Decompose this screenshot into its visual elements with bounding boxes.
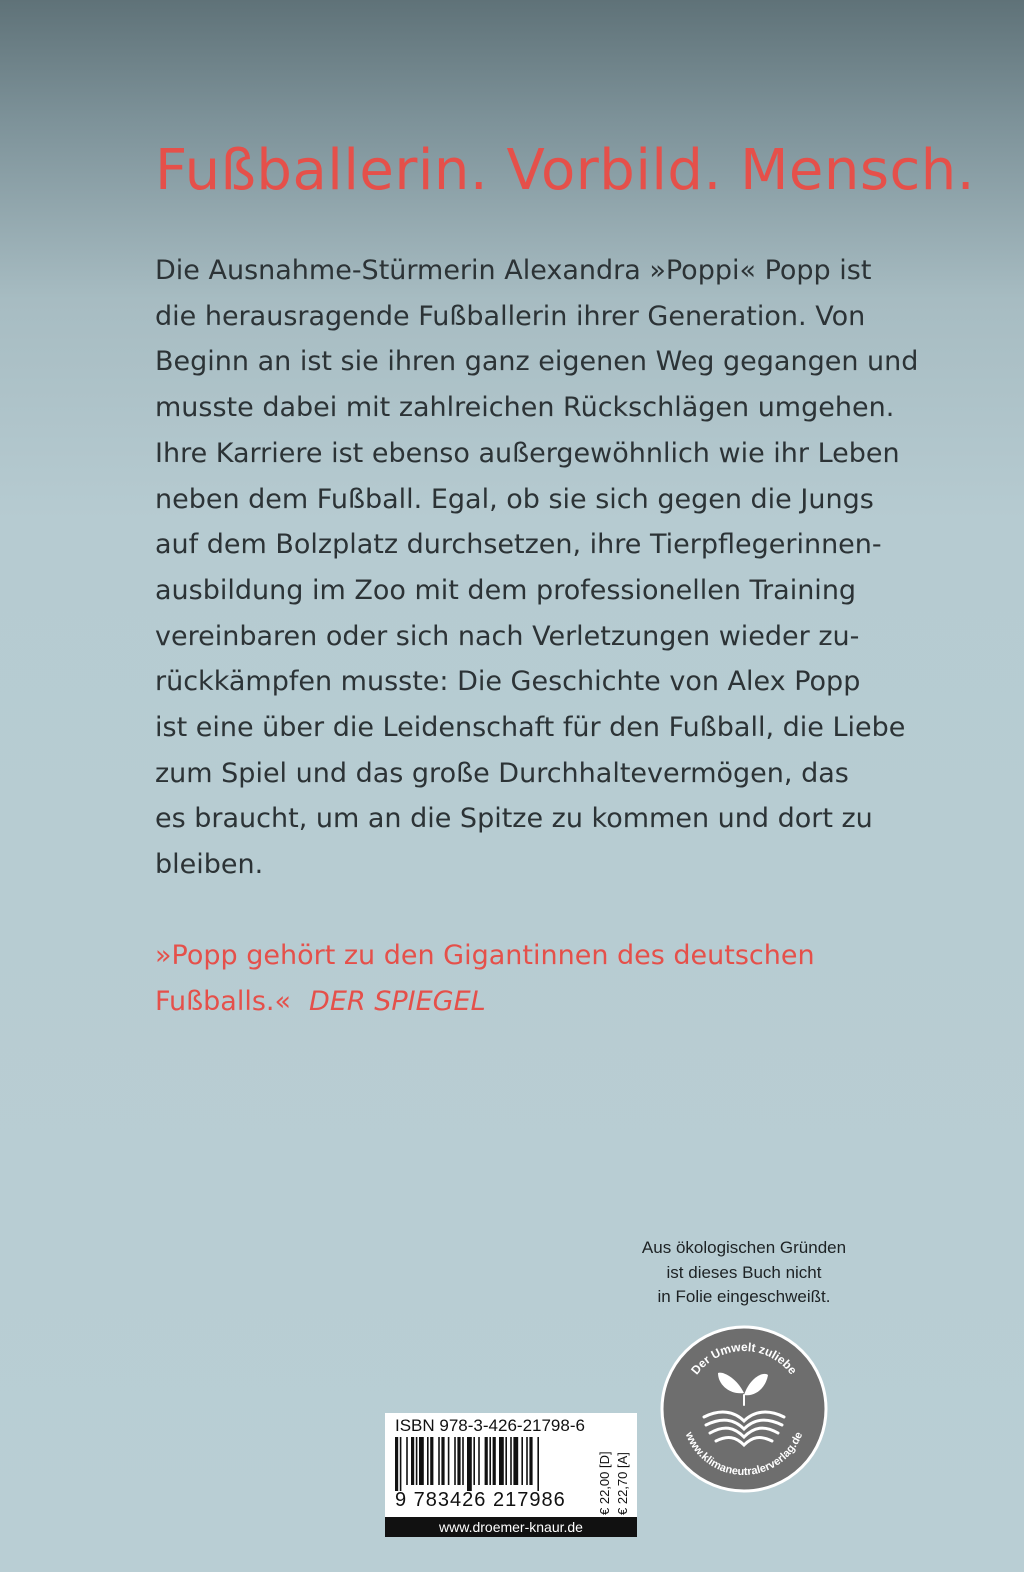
seal-top-text: Der Umwelt zuliebe — [688, 1339, 800, 1378]
eco-note-line: in Folie eingeschweißt. — [657, 1287, 831, 1306]
barcode-digits: 9 783426 217986 — [395, 1489, 566, 1511]
barcode-bar — [473, 1437, 475, 1485]
blurb-line: Die Ausnahme-Stürmerin Alexandra »Poppi« Popp ist — [155, 255, 872, 286]
barcode-bar — [499, 1437, 504, 1485]
blurb-line: es braucht, um an die Spitze zu kommen und dort zu — [155, 803, 873, 835]
quote-line-1: »Popp gehört zu den Gigantinnen des deutschen — [155, 940, 815, 971]
barcode-bar — [467, 1437, 472, 1491]
barcode-bar — [457, 1437, 460, 1485]
quote-line-2: Fußballs.« — [155, 985, 292, 1017]
barcode-bar — [526, 1437, 528, 1485]
barcode-bar — [513, 1437, 518, 1485]
seal-badge — [660, 1325, 828, 1493]
blurb-line: vereinbaren oder sich nach Verletzungen wieder zu- — [155, 620, 860, 652]
publisher-website: www.droemer-knaur.de — [385, 1517, 637, 1537]
blurb-line: ist eine über die Leidenschaft für den Fußball, die Liebe — [155, 712, 906, 744]
barcode-bar — [462, 1437, 464, 1485]
price-block — [595, 1437, 635, 1517]
press-quote — [155, 933, 890, 1024]
price-austria: € 22,70 [A] — [615, 1452, 630, 1515]
blurb-line: zum Spiel und das große Durchhaltevermögen, das — [155, 757, 849, 789]
barcode-bar — [529, 1437, 532, 1485]
eco-note-line: ist dieses Buch nicht — [666, 1262, 822, 1282]
barcode-bar — [510, 1437, 512, 1485]
barcode-bar — [478, 1437, 480, 1485]
seal-bottom-text: www.klimaneutralerverlag.de — [682, 1430, 806, 1479]
barcode-bar — [411, 1437, 414, 1485]
barcode-bar — [400, 1437, 402, 1491]
barcode-bar — [430, 1437, 433, 1485]
eco-note-line: Aus ökologischen Gründen — [641, 1238, 847, 1257]
quote-source: DER SPIEGEL — [309, 985, 486, 1017]
barcode-bar — [406, 1437, 408, 1485]
blurb-line: Ihre Karriere ist ebenso außergewöhnlich wie ihr Leben — [155, 437, 900, 469]
blurb-line: ausbildung im Zoo mit dem professionellen Training — [155, 574, 857, 606]
barcode-bar — [395, 1437, 398, 1491]
barcode-bar — [493, 1437, 496, 1485]
blurb-line: rückkämpfen musste: Die Geschichte von Alex Popp — [155, 666, 861, 698]
barcode-bar — [438, 1437, 440, 1485]
barcode-bar — [427, 1437, 429, 1485]
barcode-bar — [419, 1437, 424, 1485]
barcode-bar — [416, 1437, 418, 1485]
headline: Fußballerin. Vorbild. Mensch. — [155, 138, 976, 203]
barcode-bar — [521, 1437, 523, 1485]
barcode-bar — [485, 1437, 488, 1485]
blurb-line: Beginn an ist sie ihren ganz eigenen Weg gegangen und — [155, 346, 919, 378]
blurb-line: neben dem Fußball. Egal, ob sie sich gegen die Jungs — [155, 483, 874, 515]
blurb-text — [155, 248, 919, 888]
blurb-line: auf dem Bolzplatz durchsetzen, ihre Tierpflegerinnen- — [155, 529, 882, 561]
barcode-bar — [454, 1437, 456, 1485]
barcode-bar — [537, 1437, 539, 1491]
price-germany: € 22,00 [D] — [597, 1451, 612, 1515]
barcode-bar — [489, 1437, 491, 1485]
climate-neutral-seal — [660, 1325, 828, 1493]
blurb-line: die herausragende Fußballerin ihrer Generation. Von — [155, 300, 866, 332]
eco-note — [622, 1236, 866, 1310]
barcode-bar — [505, 1437, 507, 1485]
barcode-bars — [393, 1437, 593, 1491]
blurb-line: bleiben. — [155, 849, 264, 881]
blurb-line: musste dabei mit zahlreichen Rückschlägen umgehen. — [155, 392, 895, 424]
barcode-label — [385, 1413, 637, 1537]
barcode-bar — [448, 1437, 450, 1485]
barcode-bar — [441, 1437, 444, 1485]
isbn-number: ISBN 978-3-426-21798-6 — [395, 1416, 585, 1435]
